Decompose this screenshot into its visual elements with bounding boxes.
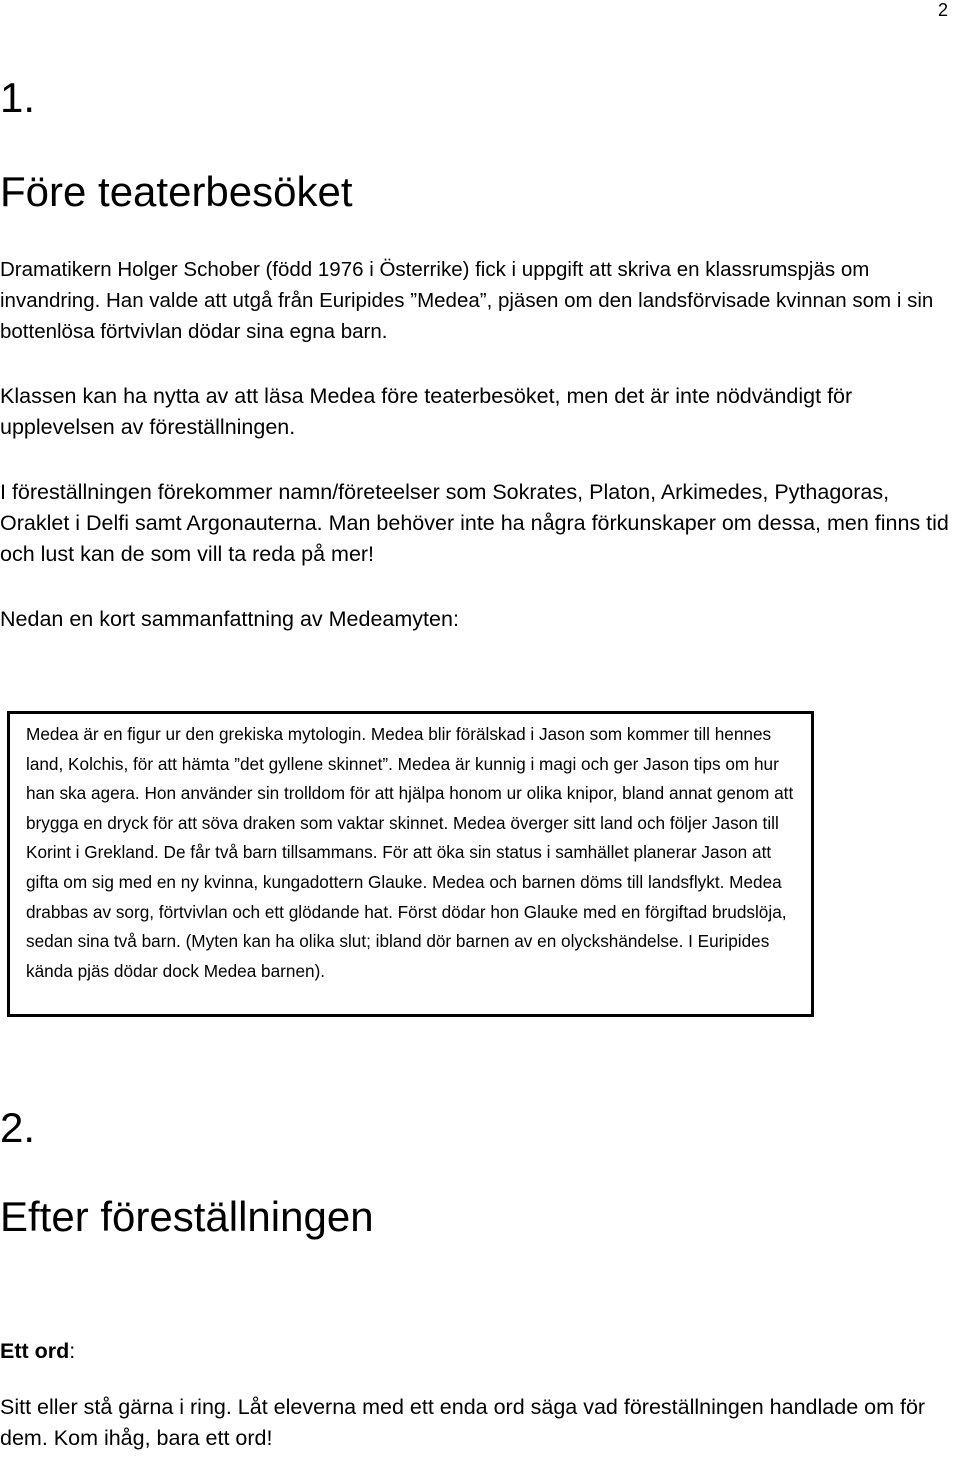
- page-number: 2: [937, 0, 948, 20]
- myth-summary-text: Medea är en figur ur den grekiska mytologin. Medea blir förälskad i Jason som kommer till hennes land, Kolchis, för att hämta ”det gyllene skinnet”. Medea är kunnig i magi och ger Jason tips om hur han ska agera. Hon använder sin trolldom för att hjälpa honom ur olika knipor, bland annat genom att brygga en dryck för att söva draken som vaktar skinnet. Medea överger sitt land och följer Jason till Korint i Grekland. De får två barn tillsammans. För att öka sin status i samhället planerar Jason att gifta om sig med en ny kvinna, kungadottern Glauke. Medea och barnen döms till landsflykt. Medea drabbas av sorg, förtvivlan och ett glödande hat. Först dödar hon Glauke med en förgiftad brudslöja, sedan sina två barn. (Myten kan ha olika slut; ibland dör barnen av en olyckshändelse. I Euripides kända pjäs dödar dock Medea barnen).: [26, 724, 794, 981]
- section-title: Före teaterbesöket: [0, 168, 353, 215]
- names-paragraph: I föreställningen förekommer namn/företeelser som Sokrates, Platon, Arkimedes, Pythagoras, Oraklet i Delfi samt Argonauterna. Man behöver inte ha några förkunskaper om dessa, men finns tid och lust kan de som vill ta reda på mer!: [0, 480, 949, 566]
- intro-paragraph: Dramatikern Holger Schober (född 1976 i Österrike) fick i uppgift att skriva en klassrumspjäs om invandring. Han valde att utgå från Euripides ”Medea”, pjäsen om den landsförvisade kvinnan som i sin bottenlösa förtvivlan dödar sina egna barn.: [0, 258, 934, 343]
- myth-summary-box: [7, 711, 814, 1017]
- section-number: 1.: [0, 74, 36, 121]
- section-title: Efter föreställningen: [0, 1193, 374, 1240]
- exercise-label: Ett ord: [0, 1339, 70, 1363]
- reading-paragraph: Klassen kan ha nytta av att läsa Medea före teaterbesöket, men det är inte nödvändigt för upplevelsen av föreställningen.: [0, 384, 853, 439]
- section-number: 2.: [0, 1104, 36, 1151]
- summary-intro-paragraph: Nedan en kort sammanfattning av Medeamyten:: [0, 607, 459, 631]
- exercise-colon: :: [69, 1339, 76, 1363]
- exercise-text: Sitt eller stå gärna i ring. Låt eleverna med ett enda ord säga vad föreställningen handlade om för dem. Kom ihåg, bara ett ord!: [0, 1395, 926, 1450]
- exercise-heading: [0, 1336, 75, 1367]
